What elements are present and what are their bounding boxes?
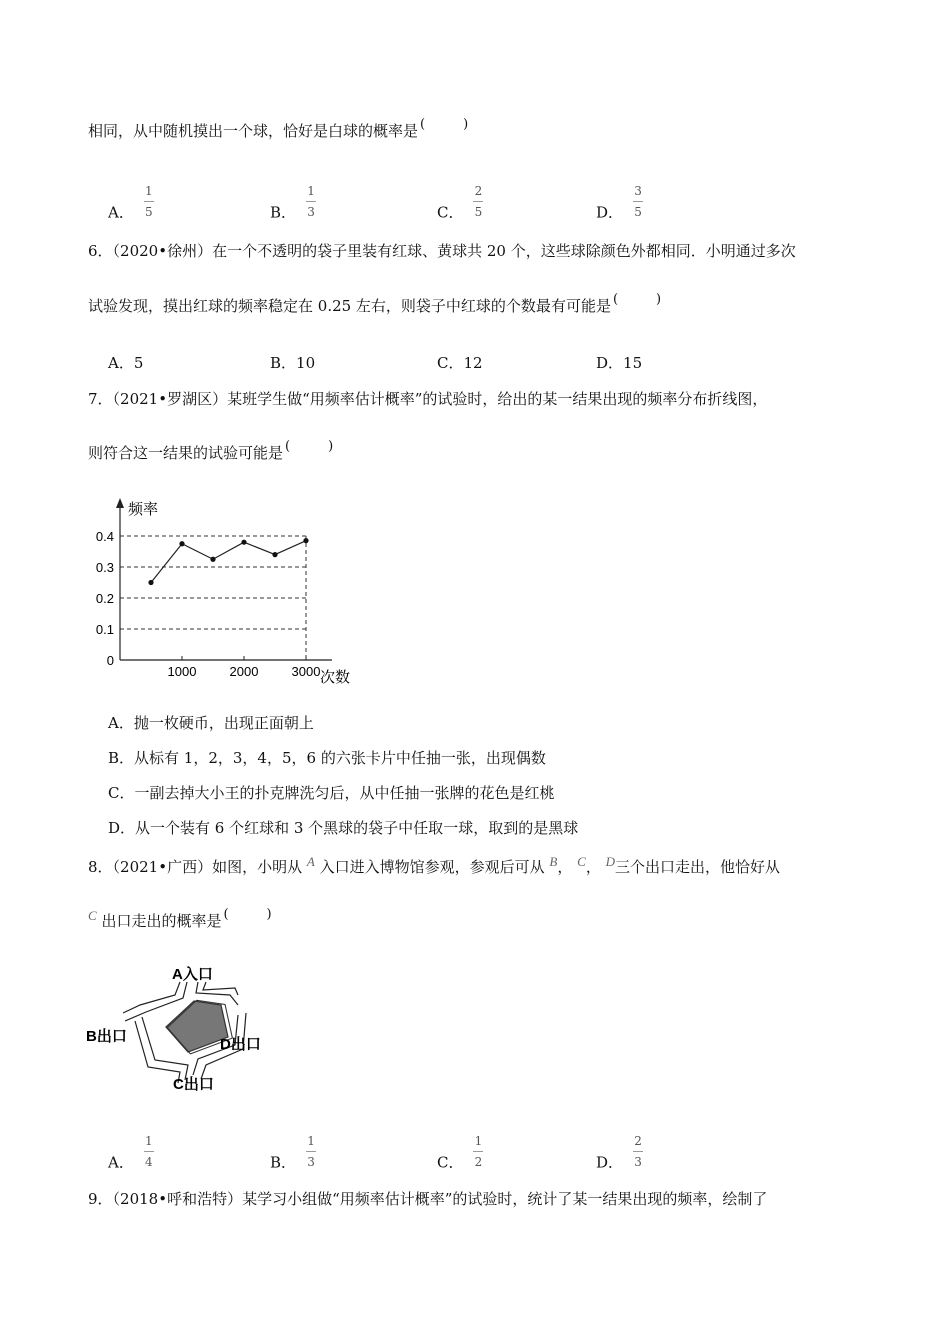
y-tick-label: 0 bbox=[106, 653, 114, 668]
y-axis-arrow bbox=[116, 498, 124, 508]
chart-axes bbox=[116, 498, 332, 660]
y-tick-label: 0.2 bbox=[95, 591, 114, 606]
answer-blank: ( ) bbox=[612, 292, 662, 307]
answer-blank: ( ) bbox=[285, 439, 334, 454]
label-b-exit: B出口 bbox=[86, 1028, 127, 1045]
data-point bbox=[148, 580, 153, 585]
q8-option-a[interactable]: A． $\frac{1}{4}$ bbox=[108, 1134, 153, 1172]
museum-diagram bbox=[80, 955, 290, 1105]
x-tick-label: 2000 bbox=[229, 664, 259, 679]
data-point bbox=[210, 557, 215, 562]
fraction: $\frac{1}{4}$ bbox=[145, 1134, 153, 1169]
q7-option-d[interactable]: D．从一个装有 6 个红球和 3 个黑球的袋子中任取一球，取到的是黑球 bbox=[108, 819, 579, 837]
q8-stem-line2: C 出口走出的概率是 ( ) bbox=[88, 907, 272, 930]
q5-option-a[interactable]: A． $\frac{1}{5}$ bbox=[108, 184, 153, 222]
frequency-line-chart bbox=[88, 492, 378, 692]
data-point bbox=[303, 538, 308, 543]
q7-stem-line1: 7．（2021•罗湖区）某班学生做“用频率估计概率”的试验时，给出的某一结果出现的频率分布折线图， bbox=[88, 390, 768, 408]
fraction: $\frac{1}{5}$ bbox=[145, 184, 153, 219]
q8-stem-line1: 8．（2021•广西）如图，小明从 A 入口进入博物馆参观，参观后可从 B， C， D三个出口走出，他恰好从 bbox=[88, 854, 781, 876]
fraction: $\frac{2}{3}$ bbox=[634, 1134, 642, 1169]
x-tick-label: 1000 bbox=[167, 664, 197, 679]
y-tick-label: 0.3 bbox=[95, 560, 114, 575]
chart-grid bbox=[120, 536, 306, 660]
q8-option-d[interactable]: D． $\frac{2}{3}$ bbox=[596, 1134, 642, 1172]
fraction: $\frac{1}{2}$ bbox=[474, 1134, 483, 1169]
q6-option-c[interactable]: C．12 bbox=[437, 354, 483, 372]
fraction: $\frac{1}{3}$ bbox=[307, 184, 315, 219]
q6-option-b[interactable]: B．10 bbox=[270, 354, 316, 372]
fraction: $\frac{2}{5}$ bbox=[474, 184, 483, 219]
q5-option-d[interactable]: D． $\frac{3}{5}$ bbox=[596, 184, 642, 222]
q9-stem-line1: 9．（2018•呼和浩特）某学习小组做“用频率估计概率”的试验时，统计了某一结果出现的频率，绘制了 bbox=[88, 1190, 768, 1208]
y-tick-label: 0.1 bbox=[95, 622, 114, 637]
q6-option-a[interactable]: A．5 bbox=[108, 354, 144, 372]
series-line bbox=[151, 541, 306, 583]
label-a-entrance: A入口 bbox=[172, 966, 213, 983]
data-point bbox=[179, 541, 184, 546]
y-tick-label: 0.4 bbox=[95, 529, 114, 544]
q6-stem-line2: 试验发现，摸出红球的频率稳定在 0.25 左右，则袋子中红球的个数最有可能是 ( ) bbox=[88, 292, 662, 315]
label-c-exit: C出口 bbox=[173, 1076, 214, 1093]
q6-stem-line1: 6．（2020•徐州）在一个不透明的袋子里装有红球、黄球共 20 个，这些球除颜色外都相同．小明通过多次 bbox=[88, 242, 796, 260]
q8-option-b[interactable]: B． $\frac{1}{3}$ bbox=[270, 1134, 315, 1172]
data-point bbox=[241, 540, 246, 545]
answer-blank: ( ) bbox=[420, 117, 469, 132]
q5-stem-tail: 相同，从中随机摸出一个球，恰好是白球的概率是 ( ) bbox=[88, 117, 469, 140]
q7-option-b[interactable]: B．从标有 1，2，3，4，5，6 的六张卡片中任抽一张，出现偶数 bbox=[108, 749, 546, 767]
q8-option-c[interactable]: C． $\frac{1}{2}$ bbox=[437, 1134, 483, 1172]
x-axis-label: 次数 bbox=[320, 669, 351, 686]
label-d-exit: D出口 bbox=[220, 1036, 261, 1053]
chart-series bbox=[148, 538, 308, 585]
fraction: $\frac{3}{5}$ bbox=[634, 184, 642, 219]
q7-option-a[interactable]: A．抛一枚硬币，出现正面朝上 bbox=[108, 714, 314, 732]
q5-option-c[interactable]: C． $\frac{2}{5}$ bbox=[437, 184, 483, 222]
y-axis-label: 频率 bbox=[128, 501, 159, 518]
q7-option-c[interactable]: C．一副去掉大小王的扑克牌洗匀后，从中任抽一张牌的花色是红桃 bbox=[108, 784, 555, 802]
q6-option-d[interactable]: D．15 bbox=[596, 354, 643, 372]
fraction: $\frac{1}{3}$ bbox=[307, 1134, 315, 1169]
answer-blank: ( ) bbox=[223, 907, 272, 922]
museum-building bbox=[166, 1001, 228, 1052]
data-point bbox=[272, 552, 277, 557]
chart-labels bbox=[96, 501, 350, 686]
x-tick-label: 3000 bbox=[291, 664, 321, 679]
q5-option-b[interactable]: B． $\frac{1}{3}$ bbox=[270, 184, 315, 222]
q7-stem-line2: 则符合这一结果的试验可能是 ( ) bbox=[88, 439, 334, 462]
